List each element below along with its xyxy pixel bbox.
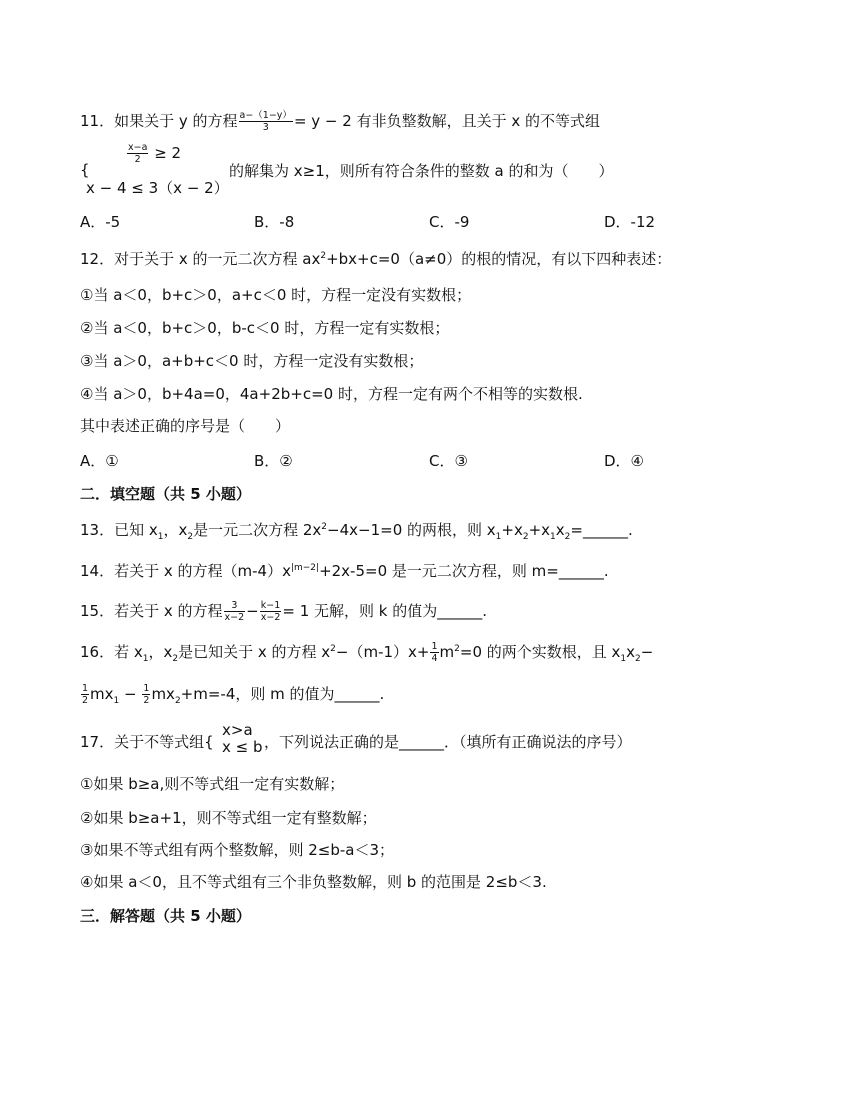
q16-sub1: 1 [142, 654, 149, 664]
q12-question: 其中表述正确的序号是（ ） [80, 417, 291, 435]
q15-t1: 15．若关于 x 的方程 [80, 602, 223, 620]
q16-frac-den: 4 [431, 653, 438, 664]
q17-t1: 17．关于不等式组{ [80, 733, 214, 751]
q16-l2-frac1-den: 2 [82, 695, 89, 706]
q16-l2-frac1 [81, 683, 89, 706]
q13-sub3: 1 [495, 532, 502, 542]
q15-frac2 [260, 600, 282, 623]
q16-l2-frac2-num: 1 [143, 683, 150, 694]
q11-option-a: A．-5 [80, 213, 121, 231]
q17-system [222, 722, 263, 756]
q16-l2-sub2: 2 [174, 696, 181, 706]
section-3-heading: 三．解答题（共 5 小题） [80, 907, 251, 925]
q13 [80, 520, 633, 540]
q12-option-c: C．③ [429, 452, 468, 470]
q17-t2: ，下列说法正确的是______．（填所有正确说法的序号） [264, 733, 632, 751]
q11-text-3: 的解集为 x≥1，则所有符合条件的整数 a 的和为（ ） [229, 162, 614, 180]
q17-statement-4: ④如果 a＜0，且不等式组有三个非负整数解，则 b 的范围是 2≤b＜3. [80, 873, 547, 891]
q16-l2-frac1-num: 1 [82, 683, 89, 694]
q16-l2-frac2-den: 2 [143, 695, 150, 706]
q15 [80, 600, 487, 623]
q16-l2-frac2 [142, 683, 150, 706]
q11-sys-line1 [126, 142, 181, 165]
q17-statement-2: ②如果 b≥a+1，则不等式组一定有整数解； [80, 809, 377, 827]
q11-option-d: D．-12 [604, 213, 656, 231]
q16-sub4: 2 [635, 654, 641, 664]
q13-sub4: 2 [522, 532, 529, 542]
q14-t2: +2x-5=0 是一元二次方程，则 m=______. [319, 562, 609, 580]
q15-frac1-num: 3 [224, 600, 246, 612]
q16-t1: 16．若 x [80, 643, 143, 661]
q16-sup: 2 [330, 644, 336, 654]
q13-t4: −4x−1=0 的两根，则 x [327, 521, 496, 539]
q15-frac1 [224, 600, 246, 623]
q12-option-b: B．② [254, 452, 293, 470]
q13-t3: 是一元二次方程 2x [193, 521, 322, 539]
q13-sup: 2 [321, 522, 328, 532]
q11-sys-line1-rest: ≥ 2 [154, 144, 182, 162]
q13-t2: ，x [163, 521, 188, 539]
q15-frac2-den: x−2 [260, 612, 281, 623]
q14-sup: |m−2| [290, 563, 320, 573]
q16-t5: m [439, 643, 455, 661]
q16-l2-sub1: 1 [113, 696, 120, 706]
q12-statement-4: ④当 a＞0，b+4a=0，4a+2b+c=0 时，方程一定有两个不相等的实数根. [80, 385, 583, 403]
q12-option-a: A．① [80, 452, 119, 470]
q12-statement-2: ②当 a＜0，b+c＞0，b-c＜0 时，方程一定有实数根； [80, 319, 450, 337]
q13-t7: x [555, 521, 565, 539]
q11-option-c: C．-9 [429, 213, 470, 231]
q16-sup2: 2 [454, 644, 460, 654]
q14-t1: 14．若关于 x 的方程（m-4）x [80, 562, 291, 580]
q11-option-b: B．-8 [254, 213, 295, 231]
q12-stem [80, 249, 671, 269]
q13-t8: =______. [570, 521, 633, 539]
q16-sub3: 1 [620, 654, 627, 664]
q16-l2-t3: +m=-4，则 m 的值为______. [180, 685, 385, 703]
q15-frac1-den: x−2 [224, 612, 245, 623]
q12-statement-1: ①当 a＜0，b+c＞0，a+c＜0 时，方程一定没有实数根； [80, 286, 472, 304]
q11-frac-num: a−（1−y） [239, 110, 292, 121]
q13-sub1: 1 [157, 532, 164, 542]
q11-sys-frac [127, 142, 148, 165]
q16-l2-t1: mx [90, 685, 114, 703]
q12-stem-b: +bx+c=0（a≠0）的根的情况，有以下四种表述： [326, 250, 672, 268]
q11-stem [80, 110, 600, 133]
q12-sup: 2 [320, 251, 327, 261]
q16-t6: =0 的两个实数根，且 x [459, 643, 621, 661]
q16-t7: x [626, 643, 636, 661]
q15-t2: = 1 无解，则 k 的值为______. [282, 602, 488, 620]
q13-t5: +x [501, 521, 523, 539]
q14 [80, 561, 609, 581]
q16-t2: ，x [148, 643, 173, 661]
q16-l2-minus: − [119, 685, 142, 703]
q16-l2-t2: mx [151, 685, 175, 703]
q13-t1: 13．已知 x [80, 521, 158, 539]
section-2-heading: 二．填空题（共 5 小题） [80, 485, 251, 503]
q11-frac-den: 3 [262, 122, 269, 133]
q12-option-d: D．④ [604, 452, 644, 470]
q16-frac-num: 1 [431, 641, 438, 652]
q16-line1 [80, 641, 653, 664]
q11-sys-line2: x − 4 ≤ 3（x − 2） [86, 179, 229, 197]
q11-sys-frac-num: x−a [128, 142, 148, 153]
q17-statement-1: ①如果 b≥a,则不等式组一定有实数解； [80, 775, 345, 793]
q13-sub6: 2 [564, 532, 571, 542]
q16-frac-quarter [430, 641, 438, 664]
q16-t3: 是已知关于 x 的方程 x [178, 643, 331, 661]
q15-frac2-num: k−1 [260, 600, 281, 611]
q16-line2 [80, 683, 384, 706]
q17-sys1: x>a [222, 721, 253, 739]
q12-stem-a: 12．对于关于 x 的一元二次方程 ax [80, 250, 321, 268]
q12-statement-3: ③当 a＞0，a+b+c＜0 时，方程一定没有实数根； [80, 352, 424, 370]
q11-fraction [239, 110, 293, 133]
q16-sub2: 2 [172, 654, 179, 664]
q17-sys2: x ≤ b [222, 738, 263, 756]
q11-text-1: 11．如果关于 y 的方程 [80, 112, 238, 130]
q13-t6: +x [528, 521, 551, 539]
q13-sub5: 1 [550, 532, 556, 542]
q15-minus: − [246, 602, 259, 620]
q17-statement-3: ③如果不等式组有两个整数解，则 2≤b-a＜3； [80, 841, 394, 859]
q16-t4: −（m-1）x+ [335, 643, 430, 661]
q11-sys-frac-den: 2 [134, 154, 141, 165]
q16-t8: − [640, 643, 654, 661]
q11-brace: { [80, 161, 90, 179]
q13-sub2: 2 [187, 532, 194, 542]
q11-text-2: = y − 2 有非负整数解，且关于 x 的不等式组 [293, 112, 600, 130]
